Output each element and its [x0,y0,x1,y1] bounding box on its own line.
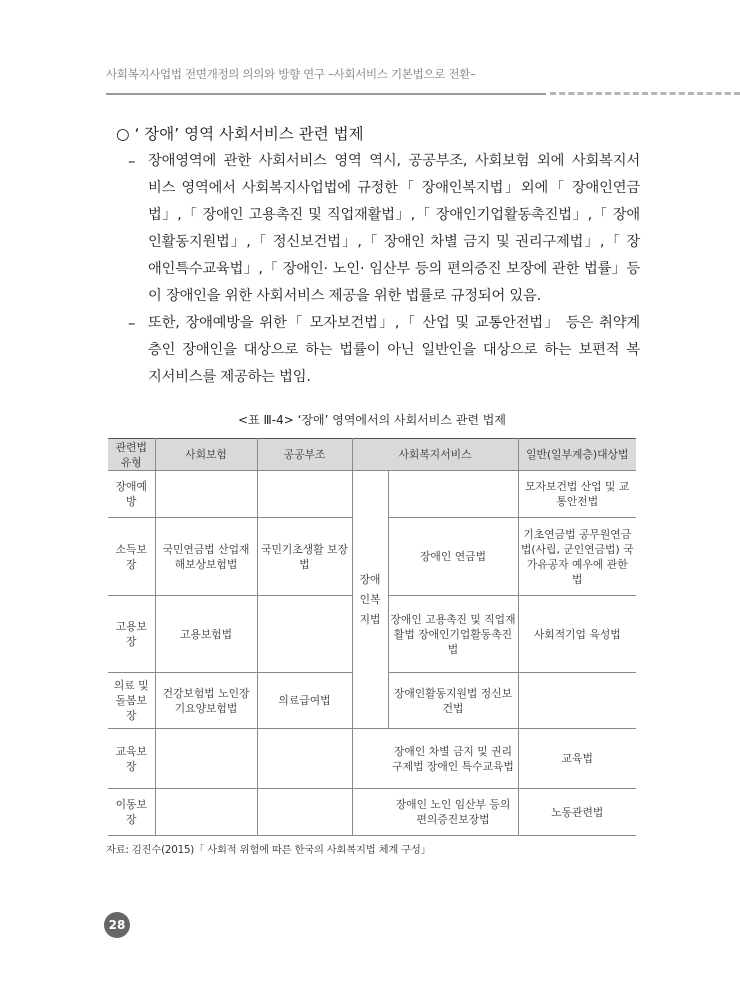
cell-type: 이동보 장 [108,789,155,836]
bullet-dash: – [128,152,136,170]
bullet-item-2 [128,310,640,391]
header-assistance: 공공부조 [257,439,352,471]
cell-assistance [257,596,352,673]
cell-type: 의료 및 돌봄보 장 [108,673,155,729]
law-table [108,438,636,836]
cell-assistance [257,471,352,518]
section-heading: ○ ‘ 장애’ 영역 사회서비스 관련 법제 [116,125,364,143]
cell-insurance [155,789,257,836]
cell-welfare [388,471,518,518]
header-insurance: 사회보험 [155,439,257,471]
cell-assistance [257,789,352,836]
header-general: 일반(일부계층)대상법 [518,439,636,471]
bullet-line: 법」,「 장애인 고용촉진 및 직업재활법」,「 장애인기업활동촉진법」,「 장애 [148,207,640,223]
cell-general: 교육법 [518,729,636,789]
cell-insurance: 국민연금법 산업재해보상보험법 [155,518,257,596]
bullet-line: 지서비스를 제공하는 법임. [148,369,311,385]
cell-general: 사회적기업 육성법 [518,596,636,673]
header-type: 관련법 유형 [108,439,155,471]
table-row [108,789,636,836]
merged-welfare-cell: 장애 인복 지법 [352,471,388,729]
table-row [108,729,636,789]
cell-general [518,673,636,729]
table-source: 자료: 김진수(2015)「 사회적 위험에 따른 한국의 사회복지법 체계 구성」 [106,844,431,856]
cell-welfare: 장애인 연금법 [388,518,518,596]
cell-general: 노동관련법 [518,789,636,836]
cell-assistance [257,729,352,789]
table-row [108,471,636,518]
table-header-row [108,439,636,471]
cell-insurance: 건강보험법 노인장기요양보험법 [155,673,257,729]
cell-welfare: 장애인활동지원법 정신보건법 [388,673,518,729]
page-number: 28 [104,912,130,938]
cell-type: 고용보 장 [108,596,155,673]
cell-insurance [155,471,257,518]
bullet-line: 또한, 장애예방을 위한「 모자보건법」,「 산업 및 교통안전법」 등은 취약계 [148,315,640,331]
cell-general: 모자보건법 산업 및 교통안전법 [518,471,636,518]
table-caption: <표 Ⅲ-4> ‘장애’ 영역에서의 사회서비스 관련 법제 [238,413,506,427]
cell-type: 소득보 장 [108,518,155,596]
bullet-item-1 [128,148,640,310]
bullet-line: 애인특수교육법」,「 장애인· 노인· 임산부 등의 편의증진 보장에 관한 법률」등 [148,261,640,277]
running-title: 사회복지사업법 전면개정의 의의와 방향 연구 –사회서비스 기본법으로 전환– [106,67,476,81]
cell-general: 기초연금법 공무원연금법(사립, 군인연금법) 국가유공자 예우에 관한 법 [518,518,636,596]
cell-insurance: 고용보험법 [155,596,257,673]
header-welfare: 사회복지서비스 [352,439,518,471]
header-dashed-rule [550,92,740,95]
cell-welfare: 장애인 노인 임산부 등의 편의증진보장법 [352,789,518,836]
bullet-list [128,148,640,391]
cell-welfare: 장애인 고용촉진 및 직업재활법 장애인기업활동촉진법 [388,596,518,673]
cell-type: 장애예 방 [108,471,155,518]
bullet-line: 층인 장애인을 대상으로 하는 법률이 아닌 일반인을 대상으로 하는 보편적 복 [148,342,640,358]
header-rule [106,93,546,95]
cell-insurance [155,729,257,789]
cell-type: 교육보 장 [108,729,155,789]
bullet-dash: – [128,314,136,332]
bullet-line: 비스 영역에서 사회복지사업법에 규정한「 장애인복지법」외에「 장애인연금 [148,180,640,196]
cell-welfare: 장애인 차별 금지 및 권리구제법 장애인 특수교육법 [352,729,518,789]
bullet-line: 장애영역에 관한 사회서비스 영역 역시, 공공부조, 사회보험 외에 사회복지서 [148,153,640,169]
cell-assistance: 의료급여법 [257,673,352,729]
bullet-line: 이 장애인을 위한 사회서비스 제공을 위한 법률로 규정되어 있음. [148,288,541,304]
cell-assistance: 국민기초생활 보장법 [257,518,352,596]
bullet-line: 인활동지원법」,「 정신보건법」,「 장애인 차별 금지 및 권리구제법」,「 장 [148,234,640,250]
